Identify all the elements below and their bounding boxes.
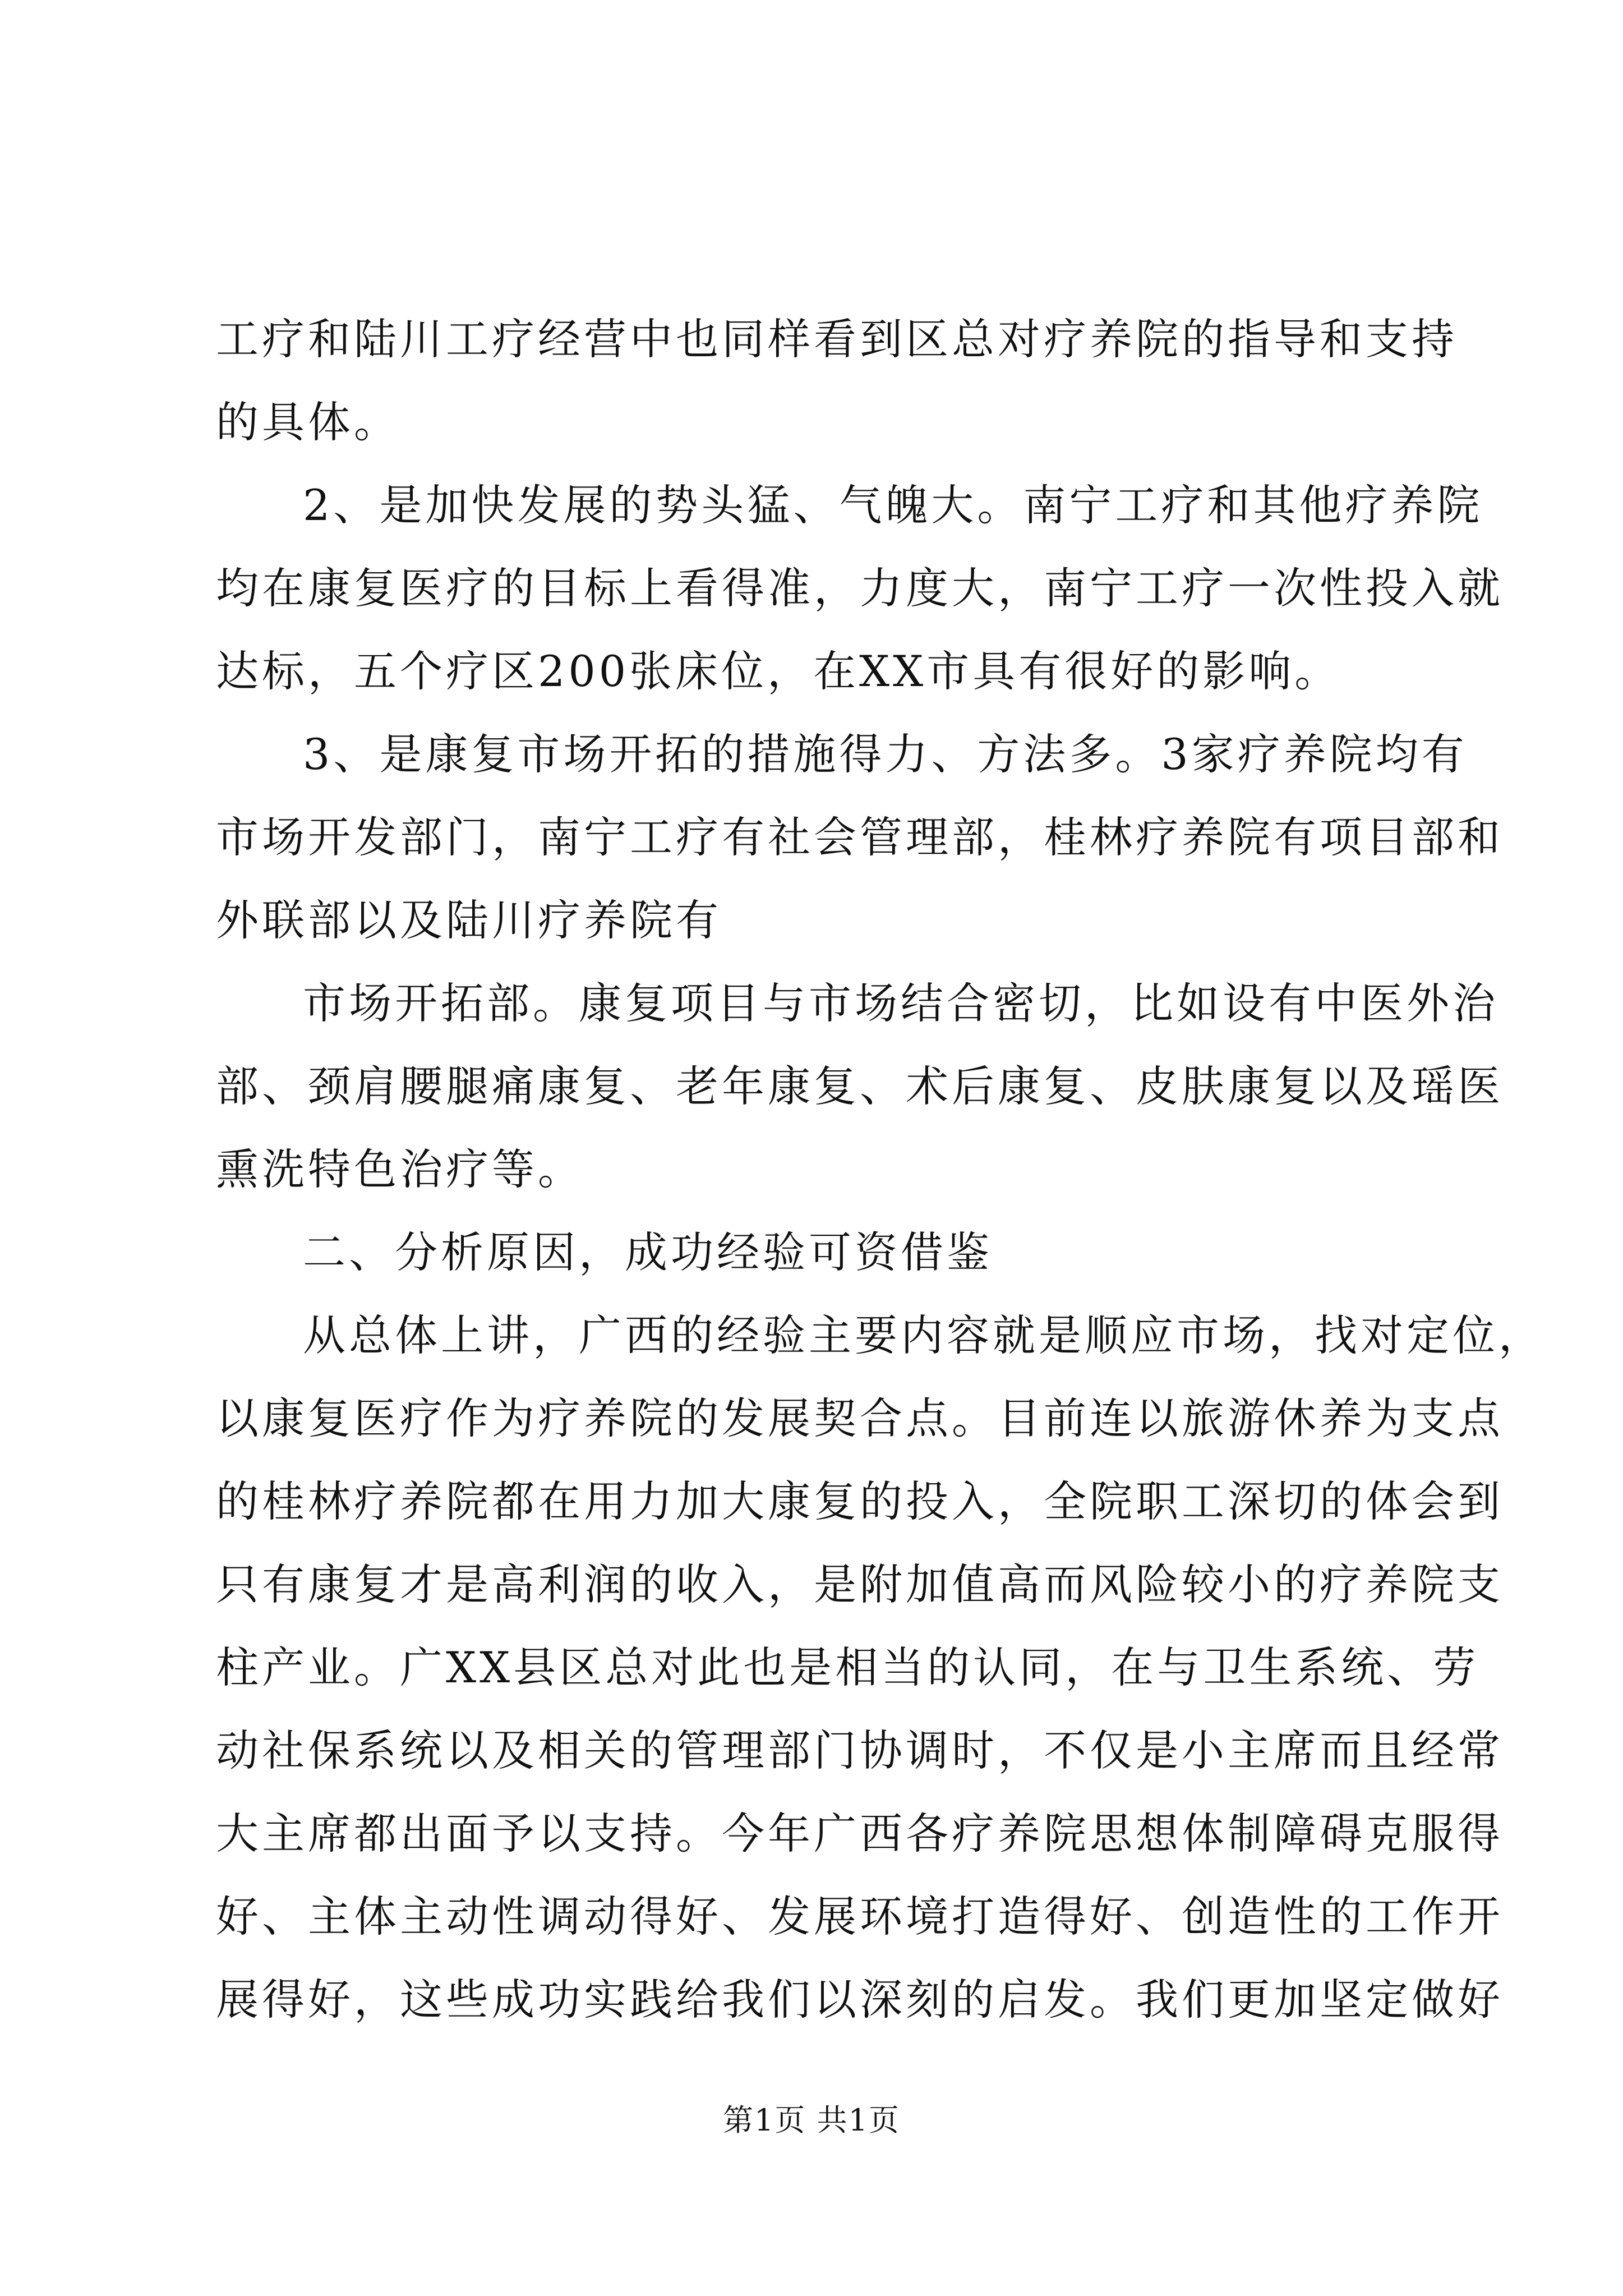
text-line: 好、主体主动性调动得好、发展环境打造得好、创造性的工作开 — [216, 1892, 1504, 1941]
text-line: 均在康复医疗的目标上看得准，力度大，南宁工疗一次性投入就 — [216, 563, 1504, 613]
text-line: 动社保系统以及相关的管理部门协调时，不仅是小主席而且经常 — [216, 1726, 1504, 1775]
text-line: 外联部以及陆川疗养院有 — [216, 895, 722, 945]
page-footer: 第1页 共1页 — [723, 2102, 900, 2138]
text-line: 柱产业。广XX县区总对此也是相当的认同，在与卫生系统、劳 — [216, 1642, 1479, 1692]
text-line: 达标，五个疗区200张床位，在XX市具有很好的影响。 — [216, 646, 1341, 696]
text-line: 工疗和陆川工疗经营中也同样看到区总对疗养院的指导和支持 — [216, 314, 1458, 364]
text-line: 以康复医疗作为疗养院的发展契合点。目前连以旅游休养为支点 — [216, 1393, 1504, 1443]
text-line: 的具体。 — [216, 397, 400, 447]
text-line: 的桂林疗养院都在用力加大康复的投入，全院职工深切的体会到 — [216, 1476, 1504, 1526]
text-line: 部、颈肩腰腿痛康复、老年康复、术后康复、皮肤康复以及瑶医 — [216, 1061, 1504, 1111]
text-line: 3、是康复市场开拓的措施得力、方法多。3家疗养院均有 — [303, 729, 1468, 779]
text-line: 大主席都出面予以支持。今年广西各疗养院思想体制障碍克服得 — [216, 1809, 1504, 1858]
text-line: 从总体上讲，广西的经验主要内容就是顺应市场，找对定位， — [303, 1310, 1544, 1360]
text-line: 2、是加快发展的势头猛、气魄大。南宁工疗和其他疗养院 — [303, 480, 1483, 530]
text-line: 市场开发部门，南宁工疗有社会管理部，桂林疗养院有项目部和 — [216, 812, 1504, 862]
text-line: 市场开拓部。康复项目与市场结合密切，比如设有中医外治 — [303, 978, 1498, 1028]
section-heading: 二、分析原因，成功经验可资借鉴 — [303, 1227, 993, 1277]
text-line: 熏洗特色治疗等。 — [216, 1144, 584, 1194]
text-line: 只有康复才是高利润的收入，是附加值高而风险较小的疗养院支 — [216, 1559, 1504, 1609]
text-line: 展得好，这些成功实践给我们以深刻的启发。我们更加坚定做好 — [216, 1975, 1504, 2024]
